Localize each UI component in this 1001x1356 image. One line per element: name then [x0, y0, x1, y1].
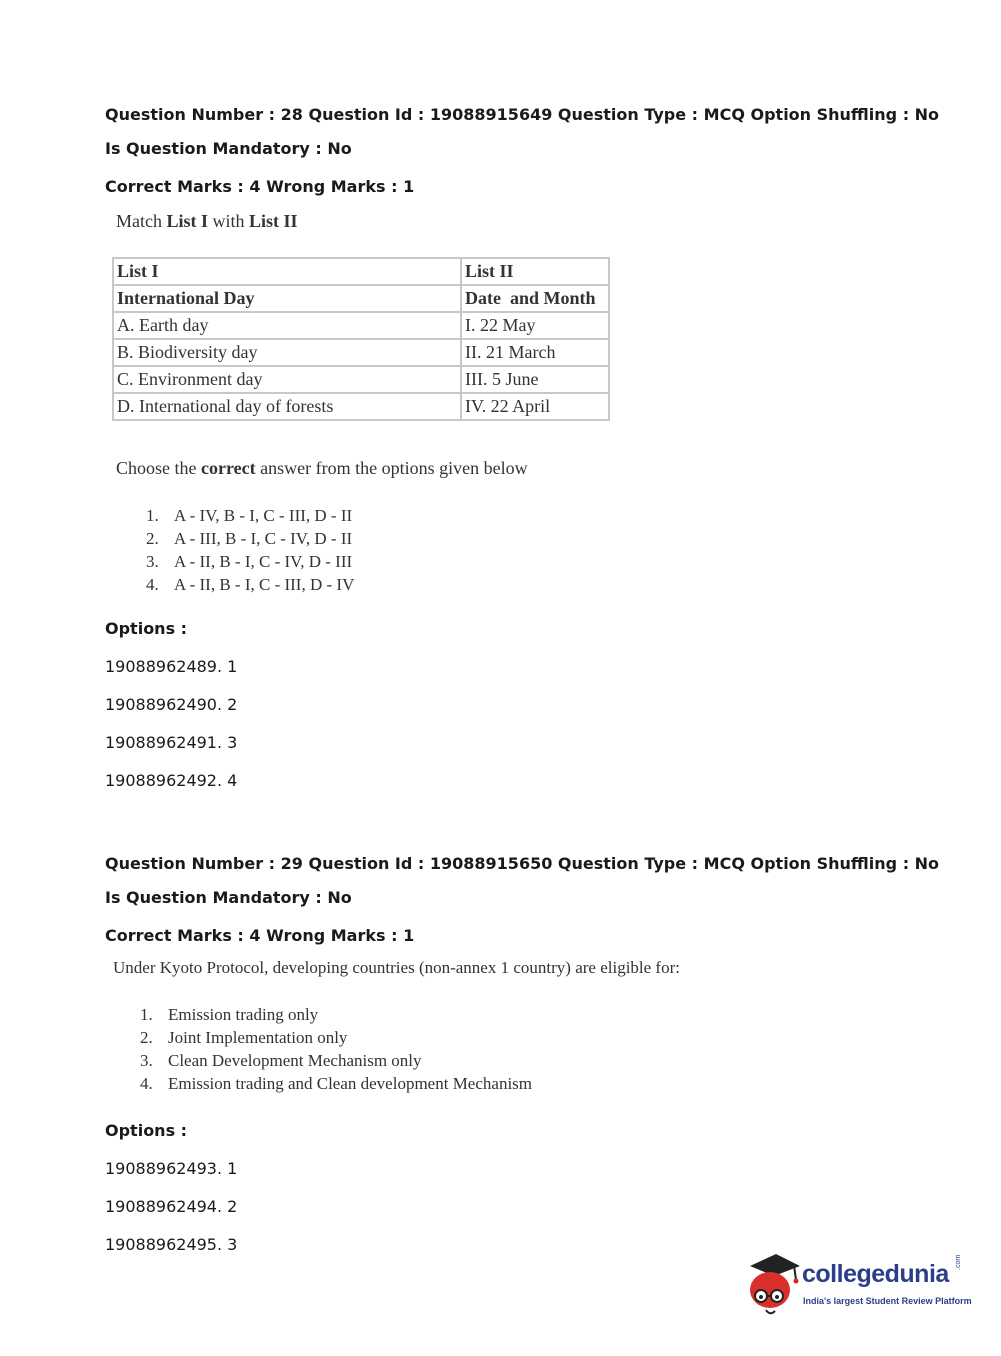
q28-option: 19088962491. 3	[105, 733, 238, 752]
graduate-cap-mascot-icon	[742, 1250, 802, 1320]
table-cell: III. 5 June	[461, 366, 609, 393]
q28-option: 19088962490. 2	[105, 695, 238, 714]
table-cell: C. Environment day	[113, 366, 461, 393]
q28-choose-instruction	[116, 458, 528, 479]
q28-mandatory: Is Question Mandatory : No	[105, 139, 352, 158]
choice-text: Emission trading only	[168, 1005, 319, 1024]
choice-number: 3.	[140, 1051, 153, 1070]
q28-choose-prefix: Choose the	[116, 458, 201, 478]
q28-marks: Correct Marks : 4 Wrong Marks : 1	[105, 177, 415, 196]
table-row	[113, 393, 609, 420]
table-cell: A. Earth day	[113, 312, 461, 339]
q28-choice-list	[146, 504, 354, 596]
choice-number: 4.	[140, 1074, 153, 1093]
q29-option: 19088962493. 1	[105, 1159, 238, 1178]
list-item	[146, 504, 354, 527]
q28-option: 19088962489. 1	[105, 657, 238, 676]
table-head-list1: List I	[113, 258, 461, 285]
list-item	[146, 527, 354, 550]
q28-header: Question Number : 28 Question Id : 19088915649 Question Type : MCQ Option Shuffling : No	[105, 105, 940, 124]
choice-text: Joint Implementation only	[168, 1028, 348, 1047]
choice-number: 1.	[146, 506, 159, 525]
table-cell: D. International day of forests	[113, 393, 461, 420]
table-subhead-row	[113, 285, 609, 312]
table-row	[113, 312, 609, 339]
table-cell: II. 21 March	[461, 339, 609, 366]
table-subhead-list1: International Day	[113, 285, 461, 312]
choice-text: Clean Development Mechanism only	[168, 1051, 422, 1070]
choice-number: 4.	[146, 575, 159, 594]
q29-options-label: Options :	[105, 1121, 188, 1140]
logo-domain-suffix: .com	[955, 1254, 962, 1270]
table-row	[113, 366, 609, 393]
choice-text: A - III, B - I, C - IV, D - II	[174, 529, 353, 548]
table-cell: B. Biodiversity day	[113, 339, 461, 366]
choice-number: 1.	[140, 1005, 153, 1024]
choice-number: 2.	[146, 529, 159, 548]
q29-header: Question Number : 29 Question Id : 19088915650 Question Type : MCQ Option Shuffling : No	[105, 854, 940, 873]
list-item	[140, 1003, 532, 1026]
q28-option: 19088962492. 4	[105, 771, 238, 790]
q29-question: Under Kyoto Protocol, developing countries (non-annex 1 country) are eligible for:	[113, 958, 680, 977]
table-row	[113, 339, 609, 366]
choice-text: A - IV, B - I, C - III, D - II	[174, 506, 353, 525]
q28-intro-list2: List II	[249, 211, 298, 231]
q29-mandatory: Is Question Mandatory : No	[105, 888, 352, 907]
choice-text: Emission trading and Clean development Mechanism	[168, 1074, 533, 1093]
table-cell: I. 22 May	[461, 312, 609, 339]
q28-options-label: Options :	[105, 619, 188, 638]
q29-choice-list	[140, 1003, 532, 1095]
q28-choose-bold: correct	[201, 458, 256, 478]
choice-text: A - II, B - I, C - III, D - IV	[174, 575, 355, 594]
q29-option: 19088962495. 3	[105, 1235, 238, 1254]
table-head-list2: List II	[461, 258, 609, 285]
q28-intro-prefix: Match	[116, 211, 167, 231]
q29-option: 19088962494. 2	[105, 1197, 238, 1216]
list-item	[146, 550, 354, 573]
logo-wordmark: collegedunia	[802, 1260, 949, 1288]
q28-intro-list1: List I	[166, 211, 208, 231]
table-subhead-list2: Date and Month	[461, 285, 609, 312]
q28-intro-mid: with	[208, 211, 250, 231]
choice-number: 2.	[140, 1028, 153, 1047]
list-item	[140, 1072, 532, 1095]
match-table	[112, 257, 610, 421]
table-cell: IV. 22 April	[461, 393, 609, 420]
collegedunia-logo	[742, 1250, 972, 1320]
q28-choose-suffix: answer from the options given below	[255, 458, 528, 478]
choice-number: 3.	[146, 552, 159, 571]
q28-intro	[116, 211, 298, 232]
list-item	[140, 1049, 532, 1072]
list-item	[146, 573, 354, 596]
q29-marks: Correct Marks : 4 Wrong Marks : 1	[105, 926, 415, 945]
table-head-row	[113, 258, 609, 285]
choice-text: A - II, B - I, C - IV, D - III	[174, 552, 353, 571]
logo-tagline: India's largest Student Review Platform	[803, 1296, 972, 1306]
list-item	[140, 1026, 532, 1049]
